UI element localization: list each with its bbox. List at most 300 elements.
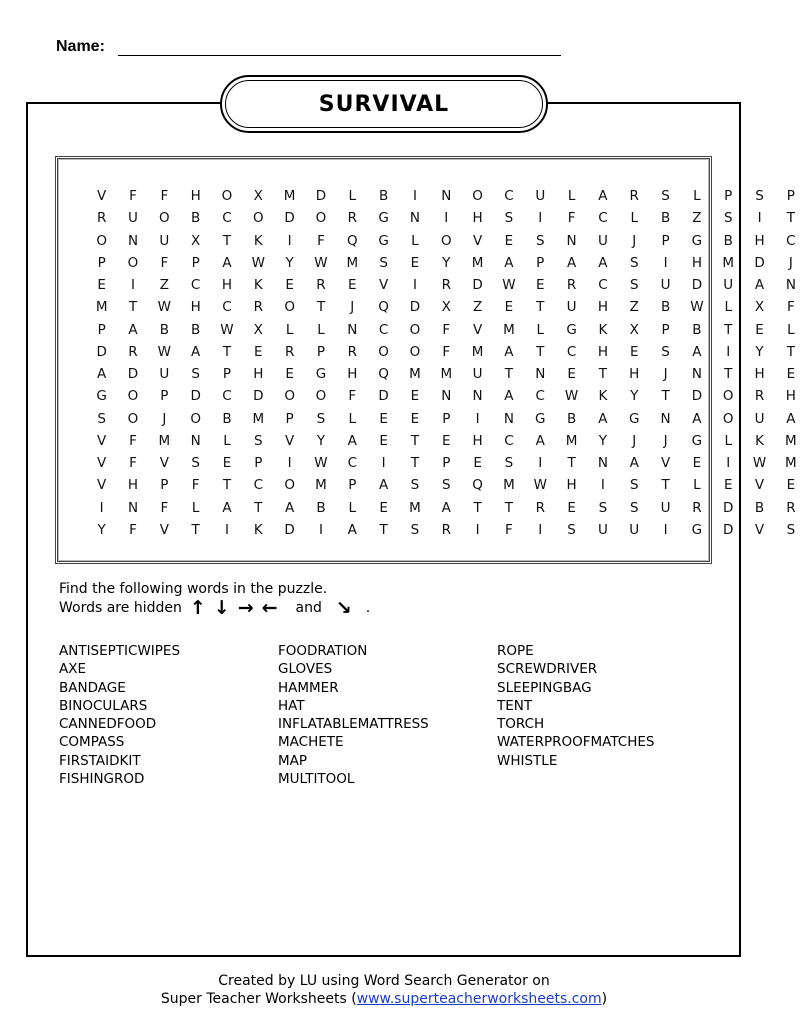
grid-cell[interactable]: W — [564, 388, 579, 405]
grid-cell[interactable]: A — [285, 499, 295, 516]
grid-cell[interactable]: O — [252, 210, 264, 227]
grid-cell[interactable]: B — [660, 299, 671, 316]
grid-cell[interactable]: P — [661, 321, 670, 338]
grid-cell[interactable]: W — [690, 299, 704, 316]
grid-cell[interactable]: C — [222, 388, 232, 405]
grid-cell[interactable]: B — [754, 499, 765, 516]
grid-cell[interactable]: A — [786, 410, 796, 427]
grid-cell[interactable]: R — [566, 277, 577, 293]
grid-cell[interactable]: S — [191, 455, 200, 471]
grid-cell[interactable]: M — [315, 477, 327, 494]
grid-cell[interactable]: K — [253, 232, 263, 249]
grid-cell[interactable]: D — [723, 499, 734, 516]
grid-cell[interactable]: G — [378, 210, 389, 227]
grid-cell[interactable]: U — [128, 210, 138, 227]
grid-cell[interactable]: I — [412, 277, 417, 293]
grid-cell[interactable]: R — [253, 299, 263, 316]
grid-cell[interactable]: V — [660, 455, 671, 471]
grid-cell[interactable]: N — [409, 210, 420, 227]
grid-cell[interactable]: A — [128, 321, 138, 338]
grid-cell[interactable]: M — [409, 499, 421, 516]
grid-cell[interactable]: K — [253, 521, 263, 538]
grid-cell[interactable]: I — [600, 477, 605, 494]
grid-cell[interactable]: I — [444, 210, 449, 227]
grid-cell[interactable]: L — [536, 321, 545, 338]
grid-cell[interactable]: A — [566, 254, 577, 271]
grid-cell[interactable]: N — [472, 388, 483, 405]
grid-cell[interactable]: W — [314, 254, 328, 271]
grid-cell[interactable]: M — [346, 254, 359, 271]
grid-cell[interactable]: A — [378, 477, 389, 494]
grid-cell[interactable]: E — [786, 366, 796, 382]
grid-cell[interactable]: O — [440, 232, 452, 249]
grid-cell[interactable]: U — [660, 277, 671, 293]
grid-cell[interactable]: V — [97, 477, 107, 494]
grid-cell[interactable]: A — [222, 499, 232, 516]
grid-cell[interactable]: S — [629, 477, 639, 494]
grid-cell[interactable]: A — [598, 188, 608, 204]
grid-cell[interactable]: T — [222, 477, 232, 494]
grid-cell[interactable]: N — [127, 232, 139, 249]
grid-cell[interactable]: O — [127, 388, 139, 405]
grid-cell[interactable]: O — [284, 477, 295, 494]
grid-cell[interactable]: L — [411, 232, 419, 249]
grid-cell[interactable]: L — [630, 210, 638, 227]
grid-cell[interactable]: P — [316, 343, 326, 360]
grid-cell[interactable]: M — [95, 299, 108, 316]
grid-cell[interactable]: E — [786, 477, 796, 494]
grid-cell[interactable]: P — [536, 254, 545, 271]
grid-cell[interactable]: T — [410, 455, 420, 471]
grid-cell[interactable]: I — [287, 232, 292, 249]
grid-cell[interactable]: M — [252, 410, 265, 427]
grid-cell[interactable]: X — [253, 188, 263, 204]
grid-cell[interactable]: S — [316, 410, 326, 427]
grid-cell[interactable]: G — [691, 432, 703, 449]
grid-cell[interactable]: E — [285, 277, 294, 293]
grid-cell[interactable]: I — [224, 521, 229, 538]
grid-cell[interactable]: U — [472, 366, 483, 382]
grid-cell[interactable]: M — [471, 254, 484, 271]
grid-cell[interactable]: E — [473, 455, 482, 471]
grid-cell[interactable]: D — [127, 366, 139, 382]
grid-cell[interactable]: Q — [378, 299, 389, 316]
grid-cell[interactable]: P — [97, 254, 106, 271]
grid-cell[interactable]: A — [598, 410, 608, 427]
grid-cell[interactable]: F — [160, 188, 169, 204]
grid-cell[interactable]: E — [410, 254, 420, 271]
grid-cell[interactable]: O — [127, 410, 139, 427]
grid-cell[interactable]: B — [723, 232, 733, 249]
grid-cell[interactable]: C — [535, 388, 545, 405]
grid-cell[interactable]: U — [535, 188, 546, 204]
grid-cell[interactable]: D — [190, 388, 201, 405]
grid-cell[interactable]: W — [752, 455, 767, 471]
grid-cell[interactable]: M — [409, 366, 421, 382]
grid-cell[interactable]: Y — [285, 254, 294, 271]
grid-cell[interactable]: L — [567, 188, 576, 204]
grid-cell[interactable]: D — [378, 388, 389, 405]
grid-cell[interactable]: W — [220, 321, 234, 338]
grid-cell[interactable]: N — [441, 188, 452, 204]
grid-cell[interactable]: W — [314, 455, 328, 471]
grid-cell[interactable]: A — [347, 432, 357, 449]
grid-cell[interactable]: M — [440, 366, 453, 382]
grid-cell[interactable]: O — [96, 232, 107, 249]
grid-cell[interactable]: S — [379, 254, 388, 271]
grid-cell[interactable]: A — [504, 343, 514, 360]
grid-cell[interactable]: M — [503, 477, 515, 494]
grid-cell[interactable]: D — [723, 521, 734, 538]
grid-cell[interactable]: I — [663, 254, 668, 271]
grid-cell[interactable]: N — [441, 388, 452, 405]
grid-cell[interactable]: O — [284, 299, 295, 316]
grid-cell[interactable]: Y — [755, 343, 764, 360]
grid-cell[interactable]: N — [535, 366, 546, 382]
grid-cell[interactable]: A — [535, 432, 545, 449]
grid-cell[interactable]: H — [785, 388, 796, 405]
grid-cell[interactable]: S — [191, 366, 200, 382]
grid-cell[interactable]: D — [284, 210, 295, 227]
grid-cell[interactable]: T — [536, 343, 545, 360]
grid-cell[interactable]: I — [538, 210, 543, 227]
grid-cell[interactable]: T — [254, 499, 263, 516]
grid-cell[interactable]: T — [473, 499, 482, 516]
grid-cell[interactable]: D — [691, 277, 703, 293]
grid-cell[interactable]: I — [757, 210, 762, 227]
grid-cell[interactable]: C — [504, 432, 514, 449]
grid-cell[interactable]: X — [441, 299, 451, 316]
grid-cell[interactable]: O — [722, 410, 734, 427]
grid-cell[interactable]: U — [597, 232, 608, 249]
grid-cell[interactable]: C — [378, 321, 389, 338]
grid-cell[interactable]: E — [504, 299, 514, 316]
grid-cell[interactable]: H — [566, 477, 577, 494]
name-line[interactable] — [118, 55, 561, 56]
grid-cell[interactable]: F — [129, 521, 137, 538]
grid-cell[interactable]: G — [691, 232, 703, 249]
grid-cell[interactable]: T — [536, 299, 545, 316]
grid-cell[interactable]: N — [660, 410, 671, 427]
grid-cell[interactable]: N — [503, 410, 514, 427]
grid-cell[interactable]: T — [724, 321, 733, 338]
grid-cell[interactable]: S — [661, 188, 670, 204]
grid-cell[interactable]: W — [533, 477, 547, 494]
grid-cell[interactable]: S — [786, 521, 796, 538]
grid-cell[interactable]: O — [284, 388, 295, 405]
grid-cell[interactable]: K — [253, 277, 263, 293]
grid-cell[interactable]: I — [475, 521, 480, 538]
grid-cell[interactable]: F — [129, 432, 137, 449]
grid-cell[interactable]: A — [97, 366, 107, 382]
grid-cell[interactable]: V — [159, 521, 169, 538]
grid-cell[interactable]: C — [504, 188, 514, 204]
grid-cell[interactable]: T — [786, 210, 795, 227]
grid-cell[interactable]: H — [190, 299, 201, 316]
grid-cell[interactable]: T — [222, 343, 232, 360]
grid-cell[interactable]: E — [504, 232, 514, 249]
grid-cell[interactable]: G — [691, 521, 703, 538]
grid-cell[interactable]: R — [786, 499, 796, 516]
grid-cell[interactable]: V — [378, 277, 389, 293]
grid-cell[interactable]: F — [160, 499, 169, 516]
grid-cell[interactable]: K — [598, 321, 608, 338]
grid-cell[interactable]: H — [597, 299, 608, 316]
grid-cell[interactable]: P — [160, 477, 169, 494]
grid-cell[interactable]: S — [535, 232, 545, 249]
grid-cell[interactable]: L — [787, 321, 795, 338]
grid-cell[interactable]: G — [378, 232, 389, 249]
grid-cell[interactable]: E — [379, 499, 388, 516]
grid-cell[interactable]: M — [722, 254, 735, 271]
grid-cell[interactable]: L — [285, 321, 294, 338]
grid-cell[interactable]: P — [254, 455, 263, 471]
grid-cell[interactable]: E — [755, 321, 764, 338]
grid-cell[interactable]: J — [788, 254, 793, 271]
grid-cell[interactable]: R — [347, 343, 357, 360]
grid-cell[interactable]: E — [410, 410, 420, 427]
grid-cell[interactable]: E — [97, 277, 106, 293]
grid-cell[interactable]: J — [663, 432, 668, 449]
grid-cell[interactable]: S — [441, 477, 451, 494]
grid-cell[interactable]: A — [504, 254, 514, 271]
grid-cell[interactable]: H — [472, 210, 483, 227]
grid-cell[interactable]: Y — [598, 432, 608, 449]
grid-cell[interactable]: I — [412, 188, 417, 204]
grid-cell[interactable]: V — [159, 455, 169, 471]
grid-cell[interactable]: B — [692, 321, 702, 338]
grid-cell[interactable]: R — [128, 343, 138, 360]
grid-cell[interactable]: E — [410, 388, 420, 405]
grid-cell[interactable]: P — [222, 366, 232, 382]
grid-cell[interactable]: Q — [472, 477, 483, 494]
grid-cell[interactable]: H — [347, 366, 358, 382]
grid-cell[interactable]: Z — [472, 299, 483, 316]
grid-cell[interactable]: L — [724, 299, 732, 316]
grid-cell[interactable]: F — [787, 299, 795, 316]
grid-cell[interactable]: T — [661, 388, 670, 405]
grid-cell[interactable]: C — [253, 477, 264, 494]
grid-cell[interactable]: S — [629, 277, 639, 293]
grid-cell[interactable]: D — [691, 388, 703, 405]
grid-cell[interactable]: F — [191, 477, 200, 494]
grid-cell[interactable]: C — [598, 277, 608, 293]
grid-cell[interactable]: F — [442, 343, 451, 360]
grid-cell[interactable]: M — [565, 432, 578, 449]
grid-cell[interactable]: B — [222, 410, 232, 427]
grid-cell[interactable]: M — [471, 343, 484, 360]
grid-cell[interactable]: S — [629, 254, 639, 271]
grid-cell[interactable]: B — [566, 410, 577, 427]
grid-cell[interactable]: D — [409, 299, 421, 316]
grid-cell[interactable]: C — [598, 210, 608, 227]
grid-cell[interactable]: A — [222, 254, 232, 271]
grid-cell[interactable]: F — [567, 210, 576, 227]
grid-cell[interactable]: R — [347, 210, 357, 227]
grid-cell[interactable]: E — [254, 343, 263, 360]
grid-cell[interactable]: D — [754, 254, 765, 271]
grid-cell[interactable]: B — [191, 321, 201, 338]
grid-cell[interactable]: E — [442, 432, 451, 449]
grid-cell[interactable]: J — [162, 410, 167, 427]
grid-cell[interactable]: Q — [346, 232, 358, 249]
grid-cell[interactable]: H — [253, 366, 264, 382]
grid-cell[interactable]: C — [222, 210, 232, 227]
grid-cell[interactable]: F — [160, 254, 169, 271]
grid-cell[interactable]: P — [442, 455, 451, 471]
grid-cell[interactable]: N — [190, 432, 201, 449]
grid-cell[interactable]: N — [566, 232, 577, 249]
grid-cell[interactable]: I — [381, 455, 386, 471]
grid-cell[interactable]: U — [754, 410, 765, 427]
grid-cell[interactable]: W — [157, 343, 171, 360]
grid-cell[interactable]: C — [566, 343, 577, 360]
grid-cell[interactable]: L — [724, 432, 732, 449]
grid-cell[interactable]: O — [190, 410, 201, 427]
grid-cell[interactable]: Z — [629, 299, 639, 316]
grid-cell[interactable]: V — [97, 455, 107, 471]
grid-cell[interactable]: S — [504, 455, 514, 471]
grid-cell[interactable]: Y — [442, 254, 451, 271]
grid-cell[interactable]: E — [379, 432, 388, 449]
grid-cell[interactable]: K — [755, 432, 764, 449]
grid-cell[interactable]: R — [96, 210, 107, 227]
grid-cell[interactable]: C — [222, 299, 232, 316]
grid-cell[interactable]: A — [692, 343, 702, 360]
grid-cell[interactable]: I — [99, 499, 104, 516]
grid-cell[interactable]: N — [691, 366, 702, 382]
grid-cell[interactable]: T — [410, 432, 420, 449]
grid-cell[interactable]: U — [159, 366, 170, 382]
grid-cell[interactable]: V — [472, 321, 483, 338]
grid-cell[interactable]: R — [692, 499, 702, 516]
grid-cell[interactable]: U — [660, 499, 671, 516]
grid-cell[interactable]: A — [629, 455, 639, 471]
grid-cell[interactable]: Z — [159, 277, 169, 293]
grid-cell[interactable]: T — [567, 455, 576, 471]
grid-cell[interactable]: L — [191, 499, 200, 516]
grid-cell[interactable]: F — [129, 188, 137, 204]
grid-cell[interactable]: Q — [378, 366, 389, 382]
grid-cell[interactable]: U — [629, 521, 640, 538]
grid-cell[interactable]: L — [348, 188, 357, 204]
grid-cell[interactable]: T — [222, 232, 232, 249]
grid-cell[interactable]: S — [567, 521, 576, 538]
grid-cell[interactable]: J — [632, 232, 637, 249]
grid-cell[interactable]: E — [379, 410, 388, 427]
grid-cell[interactable]: I — [538, 521, 543, 538]
grid-cell[interactable]: S — [410, 521, 420, 538]
grid-cell[interactable]: G — [96, 388, 107, 405]
grid-cell[interactable]: R — [535, 499, 545, 516]
grid-cell[interactable]: N — [597, 455, 608, 471]
grid-cell[interactable]: T — [786, 343, 795, 360]
grid-cell[interactable]: G — [566, 321, 577, 338]
grid-cell[interactable]: N — [785, 277, 796, 293]
grid-cell[interactable]: T — [661, 477, 670, 494]
grid-cell[interactable]: T — [598, 366, 608, 382]
grid-cell[interactable]: S — [755, 188, 764, 204]
grid-cell[interactable]: H — [190, 188, 201, 204]
grid-cell[interactable]: R — [629, 188, 639, 204]
grid-cell[interactable]: F — [442, 321, 451, 338]
grid-cell[interactable]: L — [348, 410, 357, 427]
grid-cell[interactable]: V — [285, 432, 295, 449]
grid-cell[interactable]: F — [505, 521, 513, 538]
grid-cell[interactable]: O — [472, 188, 483, 204]
grid-cell[interactable]: L — [317, 321, 325, 338]
grid-cell[interactable]: A — [191, 343, 201, 360]
grid-cell[interactable]: X — [629, 321, 639, 338]
grid-cell[interactable]: C — [347, 455, 357, 471]
grid-cell[interactable]: A — [692, 410, 702, 427]
grid-cell[interactable]: L — [693, 188, 701, 204]
grid-cell[interactable]: V — [472, 232, 483, 249]
grid-cell[interactable]: H — [127, 477, 139, 494]
grid-cell[interactable]: F — [129, 455, 137, 471]
grid-cell[interactable]: E — [567, 499, 576, 516]
grid-cell[interactable]: T — [504, 499, 514, 516]
grid-cell[interactable]: O — [722, 388, 734, 405]
grid-cell[interactable]: R — [441, 521, 451, 538]
grid-cell[interactable]: R — [754, 388, 765, 405]
grid-cell[interactable]: T — [191, 521, 200, 538]
grid-cell[interactable]: O — [315, 388, 327, 405]
grid-cell[interactable]: U — [597, 521, 608, 538]
grid-cell[interactable]: M — [283, 188, 296, 204]
grid-cell[interactable]: D — [472, 277, 483, 293]
grid-cell[interactable]: P — [191, 254, 200, 271]
grid-cell[interactable]: B — [378, 188, 389, 204]
grid-cell[interactable]: X — [191, 232, 201, 249]
grid-cell[interactable]: H — [691, 254, 702, 271]
grid-cell[interactable]: P — [285, 410, 294, 427]
grid-cell[interactable]: F — [317, 232, 325, 249]
grid-cell[interactable]: I — [287, 455, 292, 471]
grid-cell[interactable]: L — [348, 499, 357, 516]
grid-cell[interactable]: O — [378, 343, 389, 360]
grid-cell[interactable]: S — [504, 210, 514, 227]
grid-cell[interactable]: G — [629, 410, 640, 427]
grid-cell[interactable]: S — [598, 499, 608, 516]
grid-cell[interactable]: E — [629, 343, 639, 360]
grid-cell[interactable]: E — [285, 366, 294, 382]
grid-cell[interactable]: J — [663, 366, 668, 382]
grid-cell[interactable]: S — [410, 477, 420, 494]
grid-cell[interactable]: O — [159, 210, 170, 227]
grid-cell[interactable]: Y — [316, 432, 326, 449]
grid-cell[interactable]: T — [379, 521, 388, 538]
grid-cell[interactable]: O — [409, 343, 421, 360]
grid-cell[interactable]: M — [158, 432, 171, 449]
grid-cell[interactable]: S — [661, 343, 670, 360]
grid-cell[interactable]: Y — [97, 521, 106, 538]
grid-cell[interactable]: E — [222, 455, 232, 471]
grid-cell[interactable]: E — [692, 455, 702, 471]
grid-cell[interactable]: V — [754, 477, 765, 494]
grid-cell[interactable]: A — [754, 277, 765, 293]
grid-cell[interactable]: X — [253, 321, 263, 338]
grid-cell[interactable]: D — [253, 388, 264, 405]
grid-cell[interactable]: D — [284, 521, 295, 538]
grid-cell[interactable]: O — [127, 254, 139, 271]
grid-cell[interactable]: W — [502, 277, 516, 293]
grid-cell[interactable]: E — [567, 366, 576, 382]
grid-cell[interactable]: I — [318, 521, 323, 538]
grid-cell[interactable]: M — [503, 321, 515, 338]
grid-cell[interactable]: R — [441, 277, 451, 293]
grid-cell[interactable]: P — [97, 321, 106, 338]
